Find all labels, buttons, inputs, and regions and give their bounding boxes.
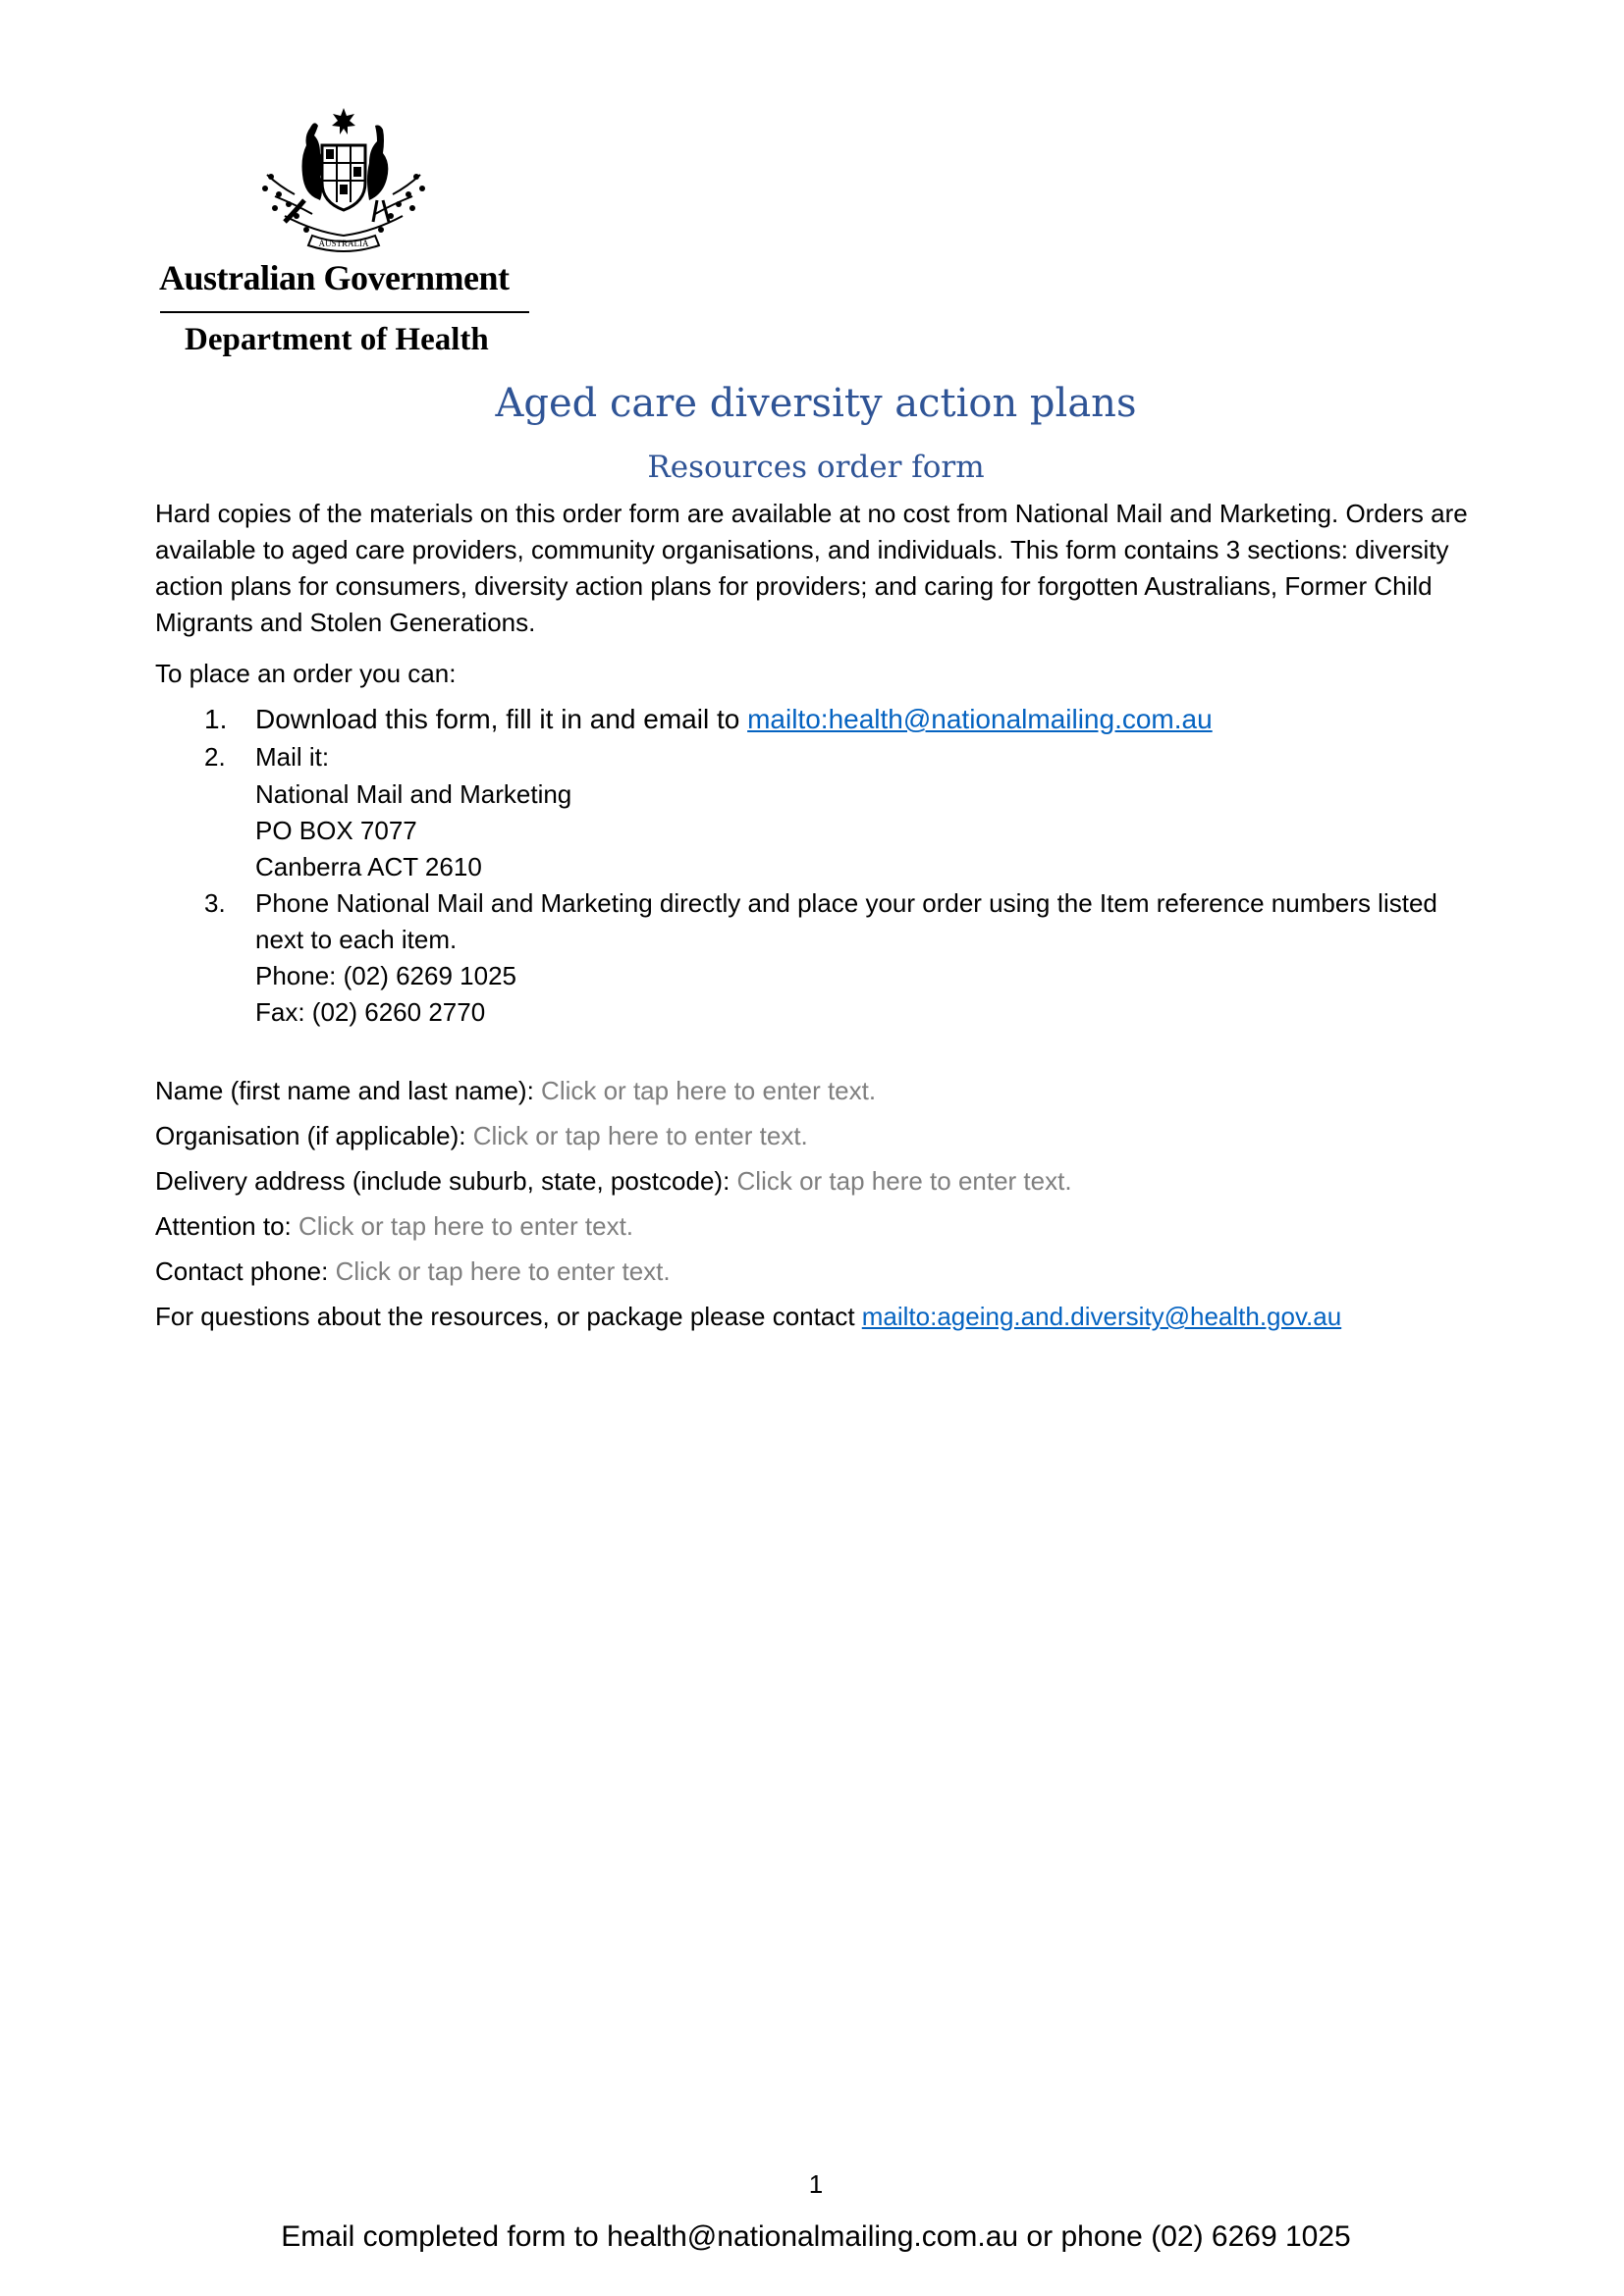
order-email-link[interactable]: mailto:health@nationalmailing.com.au xyxy=(747,704,1213,734)
organisation-field-row xyxy=(155,1118,1530,1163)
field-label: Delivery address (include suburb, state, postcode): xyxy=(155,1166,737,1196)
fax-number: Fax: (02) 6260 2770 xyxy=(255,997,486,1027)
department-name: Department of Health xyxy=(185,322,489,357)
page-number: 1 xyxy=(808,2169,824,2199)
name-input[interactable]: Click or tap here to enter text. xyxy=(541,1076,877,1105)
contact-details-form xyxy=(155,1073,1530,1344)
questions-row xyxy=(155,1299,1530,1344)
questions-text: For questions about the resources, or package please contact xyxy=(155,1302,862,1331)
crest-scroll-text: AUSTRALIA xyxy=(318,239,369,248)
contact-phone-input[interactable]: Click or tap here to enter text. xyxy=(335,1256,671,1286)
step-text: Download this form, fill it in and email to xyxy=(255,704,748,734)
intro-paragraph: Hard copies of the materials on this order form are available at no cost from National Mail and Marketing. Orders are available to aged care providers, community organisations, and individuals. This form contains 3 sections: diversity action plans for consumers, diversity action plans for providers; and caring for forgotten Australians, Former Child Migrants and Stolen Generations. xyxy=(155,499,1468,637)
page-subtitle: Resources order form xyxy=(647,450,985,485)
delivery-address-input[interactable]: Click or tap here to enter text. xyxy=(736,1166,1072,1196)
delivery-address-field-row xyxy=(155,1163,1530,1208)
questions-email-link[interactable]: mailto:ageing.and.diversity@health.gov.au xyxy=(861,1302,1342,1331)
name-field-row xyxy=(155,1073,1530,1118)
step-number: 3. xyxy=(204,888,226,918)
step-number: 1. xyxy=(204,704,228,734)
mail-address-line: Canberra ACT 2610 xyxy=(255,852,482,881)
step-number: 2. xyxy=(204,742,226,772)
page-title: Aged care diversity action plans xyxy=(495,381,1137,426)
attention-input[interactable]: Click or tap here to enter text. xyxy=(298,1211,634,1241)
field-label: Name (first name and last name): xyxy=(155,1076,542,1105)
list-item xyxy=(155,739,1490,885)
place-order-label: To place an order you can: xyxy=(155,659,457,688)
attention-field-row xyxy=(155,1208,1530,1254)
organisation-input[interactable]: Click or tap here to enter text. xyxy=(472,1121,808,1150)
list-item xyxy=(155,885,1490,1031)
mail-address-line: PO BOX 7077 xyxy=(255,816,417,845)
contact-phone-field-row xyxy=(155,1254,1530,1299)
footer-text: Email completed form to health@nationalmailing.com.au or phone (02) 6269 1025 xyxy=(281,2220,1351,2253)
coat-of-arms-icon xyxy=(245,106,442,253)
header-divider xyxy=(160,311,529,313)
mail-address-line: National Mail and Marketing xyxy=(255,779,572,809)
field-label: Attention to: xyxy=(155,1211,298,1241)
step-text: Mail it: xyxy=(255,742,330,772)
government-name: Australian Government xyxy=(159,258,510,297)
order-steps-list xyxy=(155,701,1490,1031)
list-item xyxy=(155,701,1490,737)
step-text: Phone National Mail and Marketing directly and place your order using the Item reference numbers listed next to each item. xyxy=(255,888,1437,954)
field-label: Contact phone: xyxy=(155,1256,336,1286)
field-label: Organisation (if applicable): xyxy=(155,1121,473,1150)
phone-number: Phone: (02) 6269 1025 xyxy=(255,961,516,990)
